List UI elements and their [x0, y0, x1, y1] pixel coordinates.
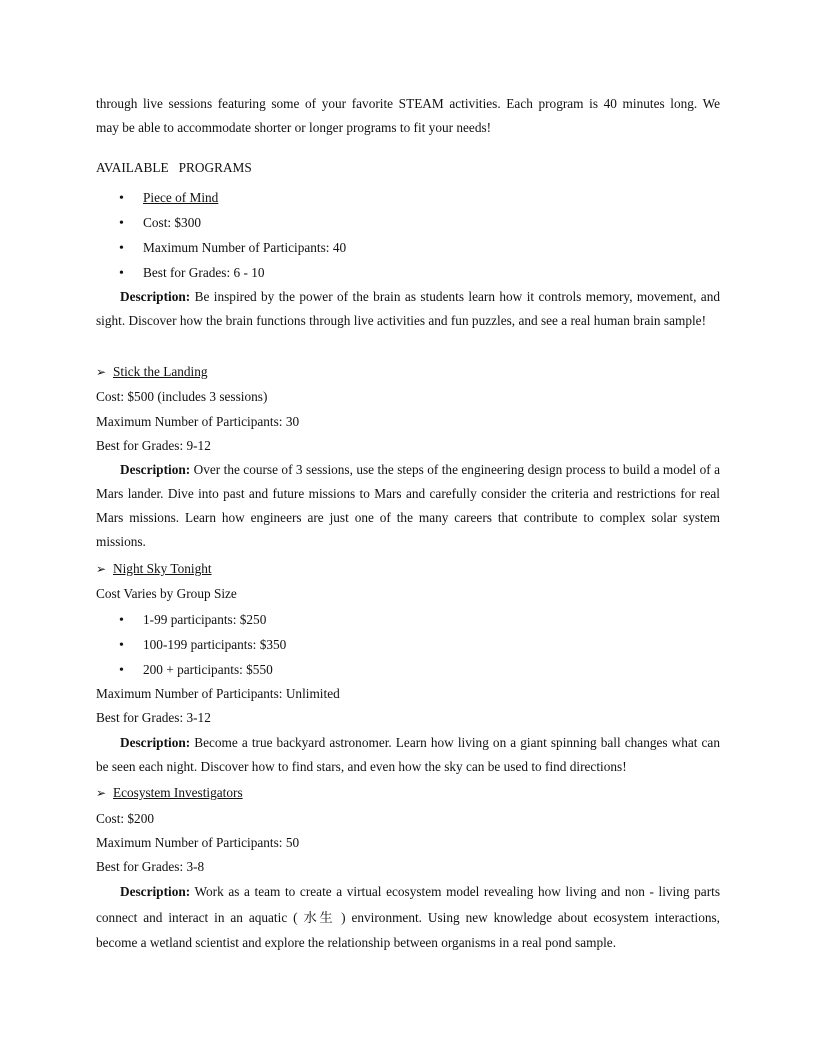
program4-title: Ecosystem Investigators — [113, 785, 243, 800]
program2-title: Stick the Landing — [113, 364, 208, 379]
program3-cost: Cost Varies by Group Size — [96, 586, 237, 601]
program2-grades: Best for Grades: 9-12 — [96, 438, 211, 453]
arrow-icon: ➢ — [96, 786, 107, 800]
program1-cost-item — [119, 214, 201, 233]
bullet-icon: • — [119, 663, 124, 678]
program1-grades: Best for Grades: 6 - 10 — [143, 265, 265, 280]
program3-title-item — [96, 560, 212, 578]
bullet-icon: • — [119, 241, 124, 256]
program1-max: Maximum Number of Participants: 40 — [143, 240, 347, 255]
program1-description-text: Be inspired by the power of the brain as students learn how it controls memory, movement, and sight. Discover how the brain functions through live activities and fun puzzles, and see a real human brain sample! — [96, 289, 721, 328]
program4-description-text: Work as a team to create a virtual ecosystem model revealing how living and non - living parts connect and interact in an aquatic ( 水生 ) environment. Using new knowledge about ecosystem interactions, become a wetland scientist and explore the relationship between organisms in a real pond sample. — [96, 884, 720, 950]
bullet-icon: • — [119, 191, 124, 206]
program3-tier: 200 + participants: $550 — [143, 662, 273, 677]
intro-line-2: may be able to accommodate shorter or longer programs to fit your needs! — [96, 120, 492, 135]
program3-tier: 1-99 participants: $250 — [143, 612, 267, 627]
bullet-icon: • — [119, 638, 124, 653]
program4-grades: Best for Grades: 3-8 — [96, 859, 205, 874]
program4-cost: Cost: $200 — [96, 811, 154, 826]
section-heading: AVAILABLE PROGRAMS — [96, 160, 252, 175]
program2-description-label: Description: — [120, 462, 191, 477]
program3-description — [96, 731, 720, 779]
program3-tier-item — [119, 611, 266, 630]
program1-description — [96, 285, 720, 333]
program2-description-text: Over the course of 3 sessions, use the steps of the engineering design process to build a model of a Mars lander. Dive into past and future missions to Mars and carefully consider the criteria and restrictions for real Mars missions. Learn how engineers are just one of the many careers that contribute to complex solar system missions. — [96, 462, 720, 549]
program2-cost: Cost: $500 (includes 3 sessions) — [96, 389, 268, 404]
program3-grades: Best for Grades: 3-12 — [96, 710, 211, 725]
program2-description — [96, 458, 720, 554]
bullet-icon: • — [119, 216, 124, 231]
program1-title: Piece of Mind — [143, 190, 219, 205]
arrow-icon: ➢ — [96, 365, 107, 379]
program1-max-item — [119, 239, 346, 258]
program3-description-label: Description: — [120, 735, 191, 750]
program3-title: Night Sky Tonight — [113, 561, 212, 576]
program4-title-item — [96, 784, 243, 802]
program3-description-text: Become a true backyard astronomer. Learn how living on a giant spinning ball changes what can be seen each night. Discover how to find stars, and even how the sky can be used to find directions! — [96, 735, 720, 774]
program1-title-item — [119, 189, 218, 208]
program1-description-label: Description: — [120, 289, 191, 304]
program1-cost: Cost: $300 — [143, 215, 201, 230]
arrow-icon: ➢ — [96, 562, 107, 576]
program3-tier-item — [119, 636, 286, 655]
program4-description-label: Description: — [120, 884, 191, 899]
program2-title-item — [96, 363, 208, 381]
program2-max: Maximum Number of Participants: 30 — [96, 414, 300, 429]
program4-max: Maximum Number of Participants: 50 — [96, 835, 300, 850]
program1-grades-item — [119, 264, 265, 283]
bullet-icon: • — [119, 613, 124, 628]
bullet-icon: • — [119, 266, 124, 281]
program4-description — [96, 879, 720, 956]
program3-tier-item — [119, 661, 273, 680]
program3-max: Maximum Number of Participants: Unlimited — [96, 686, 340, 701]
intro-line-1: through live sessions featuring some of your favorite STEAM activities. Each program is 40 minutes long. We — [96, 96, 720, 111]
program3-tier: 100-199 participants: $350 — [143, 637, 287, 652]
